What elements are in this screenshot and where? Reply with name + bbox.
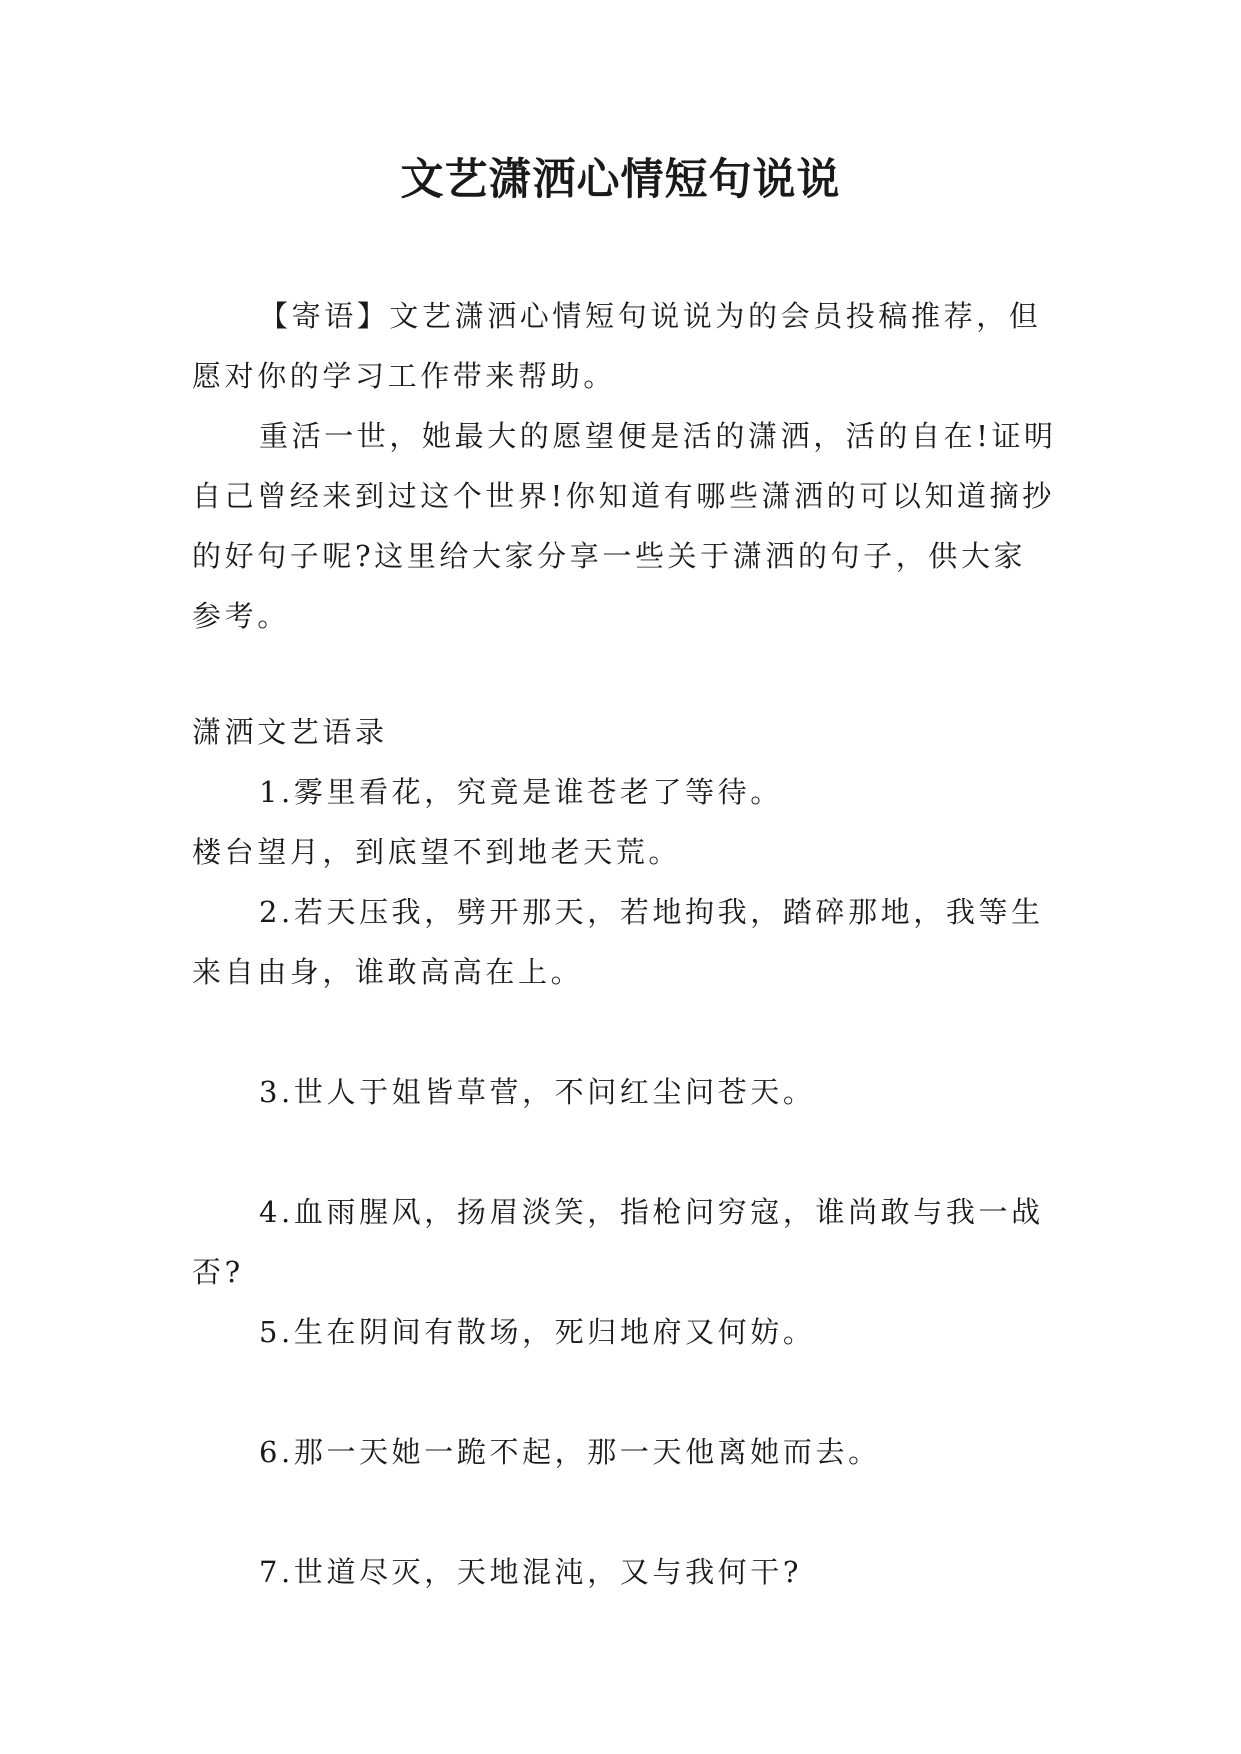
spacer	[192, 1002, 1058, 1062]
quote-item-3: 3.世人于姐皆草菅，不问红尘问苍天。	[259, 1075, 816, 1109]
intro-paragraph: 【寄语】文艺潇洒心情短句说说为的会员投稿推荐，但愿对你的学习工作带来帮助。	[192, 299, 1042, 393]
spacer	[192, 1362, 1058, 1422]
section-heading: 潇洒文艺语录	[192, 715, 388, 749]
quote-item-2: 2.若天压我，劈开那天，若地拘我，踏碎那地，我等生来自由身，谁敢高高在上。	[192, 895, 1044, 989]
spacer	[192, 1122, 1058, 1182]
document-body	[192, 286, 1058, 1602]
spacer	[192, 1482, 1058, 1542]
document-title: 文艺潇洒心情短句说说	[400, 155, 841, 205]
body-paragraph: 重活一世，她最大的愿望便是活的潇洒，活的自在!证明自己曾经来到过这个世界!你知道有哪些潇洒的可以知道摘抄的好句子呢?这里给大家分享一些关于潇洒的句子，供大家参考。	[192, 419, 1057, 633]
quote-item-5: 5.生在阴间有散场，死归地府又何妨。	[259, 1315, 816, 1349]
quote-item-7: 7.世道尽灭，天地混沌，又与我何干?	[259, 1555, 803, 1589]
quote-item-4: 4.血雨腥风，扬眉淡笑，指枪问穷寇，谁尚敢与我一战否?	[192, 1195, 1044, 1289]
spacer	[192, 646, 1058, 702]
quote-item-1: 1.雾里看花，究竟是谁苍老了等待。	[259, 775, 783, 809]
quote-item-6: 6.那一天她一跪不起，那一天他离她而去。	[259, 1435, 881, 1469]
quote-item-1-continuation: 楼台望月，到底望不到地老天荒。	[192, 835, 682, 869]
